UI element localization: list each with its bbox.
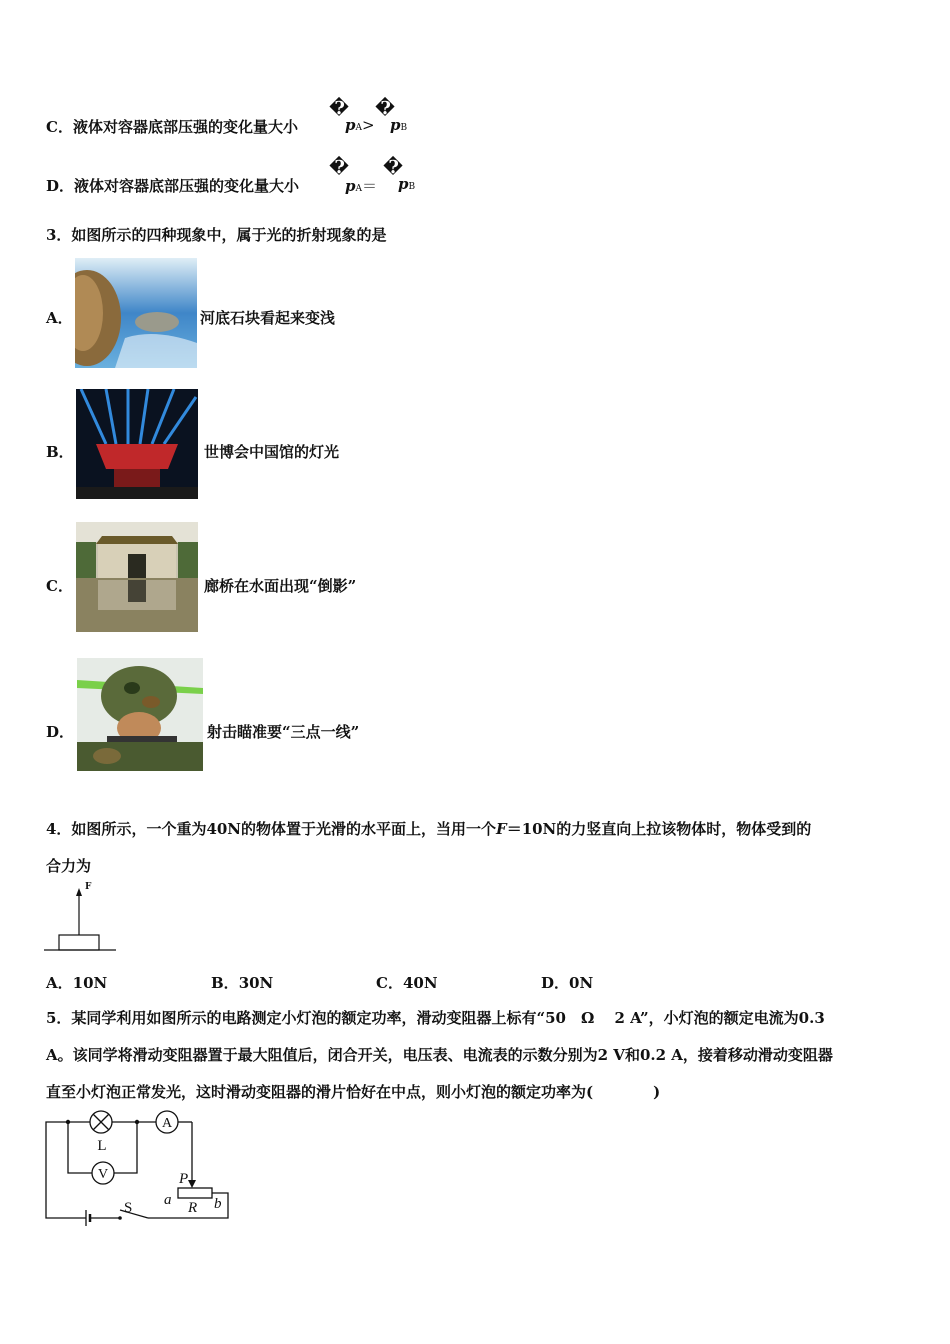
q5-ammeter-label: A: [161, 1116, 173, 1131]
q3-stem: 3．如图所示的四种现象中，属于光的折射现象的是: [46, 226, 387, 244]
q2-option-d-delta-a: �: [329, 157, 350, 178]
q4-stem-line2: 合力为: [46, 857, 92, 875]
q4-stem-post: ＝10N的力竖直向上拉该物体时，物体受到的: [506, 820, 812, 838]
q4-option-b: [211, 972, 273, 993]
q5-end-b-label: b: [214, 1196, 222, 1212]
q2-option-d-delta-b: �: [383, 157, 404, 178]
q2-option-d-rhs: p: [398, 175, 409, 193]
q5-switch-label: S: [124, 1200, 133, 1216]
q2-option-c: [46, 116, 298, 137]
q2-option-d-rhs-wrap: [398, 175, 415, 193]
q5-voltmeter-label: V: [97, 1167, 109, 1182]
q2-option-d-lhs: p: [345, 177, 356, 195]
q4-figure: [44, 880, 124, 956]
q3-option-b-image: [76, 389, 198, 499]
q2-option-c-delta-a: �: [329, 98, 350, 119]
q2-option-d-lhs-sub: A: [355, 184, 362, 194]
q2-option-d-formula: [345, 175, 377, 196]
q2-option-d-op: ＝: [362, 177, 378, 195]
q4-option-d-letter: D．: [541, 974, 570, 992]
q2-option-c-op: >: [362, 116, 375, 134]
q4-option-a: [46, 972, 107, 993]
q5-lamp-label: L: [97, 1138, 107, 1154]
q4-option-a-text: 10N: [72, 974, 108, 992]
q2-option-c-rhs: p: [390, 116, 401, 134]
q3-option-b-letter: B．: [46, 443, 74, 461]
q2-option-c-letter: C．: [46, 118, 73, 136]
q2-option-c-text: 液体对容器底部压强的变化量大小: [72, 118, 298, 136]
q5-stem-line1: 5．某同学利用如图所示的电路测定小灯泡的额定功率，滑动变阻器上标有“50 Ω 2 A”，小灯泡的额定电流为0.3: [46, 1009, 825, 1027]
q2-option-c-lhs: p: [345, 116, 356, 134]
q4-option-b-text: 30N: [238, 974, 274, 992]
q2-option-c-rhs-wrap: [390, 116, 407, 134]
q5-stem-line2: A。该同学将滑动变阻器置于最大阻值后，闭合开关，电压表、电流表的示数分别为2 V和0.2 A，接着移动滑动变阻器: [46, 1046, 833, 1064]
q3-option-c-image: [76, 522, 198, 632]
q2-option-d-rhs-sub: B: [408, 182, 416, 192]
q2-option-d-letter: D．: [46, 177, 75, 195]
q5-stem-line3: 直至小灯泡正常发光，这时滑动变阻器的滑片恰好在中点，则小灯泡的额定功率为( ): [46, 1083, 661, 1101]
q2-option-c-formula: [345, 116, 375, 134]
q4-stem-pre: 4．如图所示，一个重为40N的物体置于光滑的水平面上，当用一个: [46, 820, 497, 838]
q3-option-d-letter: D．: [46, 723, 75, 741]
q3-option-b-text: 世博会中国馆的灯光: [204, 443, 340, 461]
q2-option-d-text: 液体对容器底部压强的变化量大小: [74, 177, 300, 195]
q2-option-c-lhs-sub: A: [355, 123, 362, 133]
q3-option-d-image: [77, 658, 203, 771]
q5-slider-label: P: [179, 1171, 189, 1187]
q3-option-a-image: [75, 258, 197, 368]
q3-option-c-text: 廊桥在水面出现“倒影”: [204, 577, 357, 595]
q5-circuit-diagram: [40, 1106, 240, 1236]
q4-option-c-text: 40N: [402, 974, 438, 992]
q2-option-c-delta-b: �: [375, 98, 396, 119]
q2-option-d: [46, 175, 299, 196]
q3-option-a-text: 河底石块看起来变浅: [200, 309, 336, 327]
q4-option-c: [376, 972, 438, 993]
q4-option-a-letter: A．: [46, 974, 73, 992]
q4-option-c-letter: C．: [376, 974, 403, 992]
q4-figure-force-label: F: [85, 882, 92, 892]
q4-stem-force-symbol: F: [496, 820, 507, 838]
q3-option-a-letter: A．: [46, 309, 73, 327]
q5-resistor-label: R: [188, 1200, 198, 1216]
q3-option-c-letter: C．: [46, 577, 73, 595]
q4-option-d-text: 0N: [569, 974, 594, 992]
q4-option-b-letter: B．: [211, 974, 239, 992]
q2-option-c-rhs-sub: B: [400, 123, 408, 133]
q4-stem-line1: [46, 818, 811, 839]
q5-end-a-label: a: [164, 1192, 172, 1208]
q3-option-d-text: 射击瞄准要“三点一线”: [207, 723, 360, 741]
q4-option-d: [541, 972, 593, 993]
